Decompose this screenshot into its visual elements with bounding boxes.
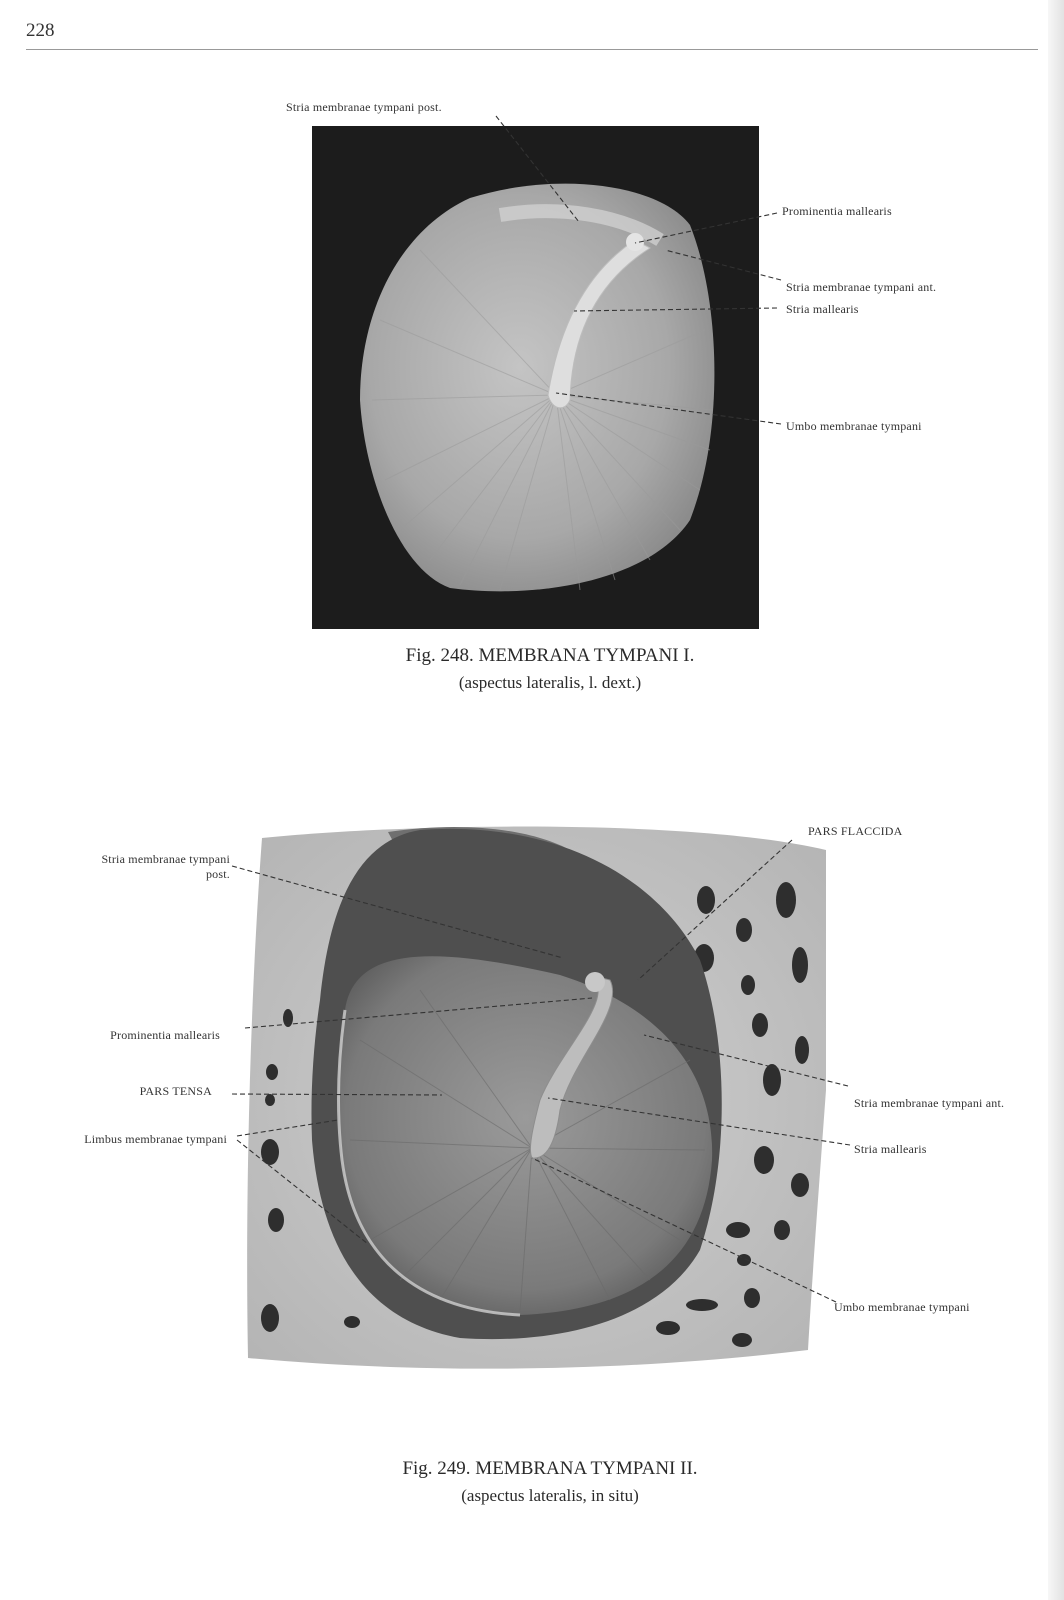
fig249-caption-title: Fig. 249. MEMBRANA TYMPANI II. [402,1458,698,1479]
fig248-label-stria-ant: Stria membranae tympani ant. [786,280,937,294]
fig248-caption [0,645,1064,693]
fig249-label-pars-tensa: PARS TENSA [139,1084,212,1098]
fig248-illustration [312,126,759,629]
fig249-label-umbo: Umbo membranae tympani [834,1300,970,1314]
fig249-label-limbus: Limbus membranae tympani [84,1132,227,1146]
fig249-illustration [247,827,826,1369]
fig249-caption-subtitle: (aspectus lateralis, in situ) [461,1486,639,1505]
fig249-label-stria-post-line2: post. [205,867,230,881]
fig249-label-stria-ant: Stria membranae tympani ant. [854,1096,1005,1110]
fig249-label-stria-mallearis: Stria mallearis [854,1142,927,1156]
fig249-label-stria-post-line1: Stria membranae tympani [101,852,230,866]
fig248-label-prominentia: Prominentia mallearis [782,204,892,218]
fig249-caption [0,1458,1064,1506]
fig249-prominentia [585,972,605,992]
fig248-label-umbo: Umbo membranae tympani [786,419,922,433]
fig248-label-stria-mallearis: Stria mallearis [786,302,859,316]
fig249-label-prominentia: Prominentia mallearis [110,1028,220,1042]
page-number: 228 [26,20,55,41]
fig248-caption-title: Fig. 248. MEMBRANA TYMPANI I. [405,645,695,666]
fig249-label-pars-flaccida: PARS FLACCIDA [808,824,903,838]
fig248-label-stria-post: Stria membranae tympani post. [286,100,442,114]
fig248-caption-subtitle: (aspectus lateralis, l. dext.) [458,673,642,692]
fig249-label-stria-post [50,852,230,882]
